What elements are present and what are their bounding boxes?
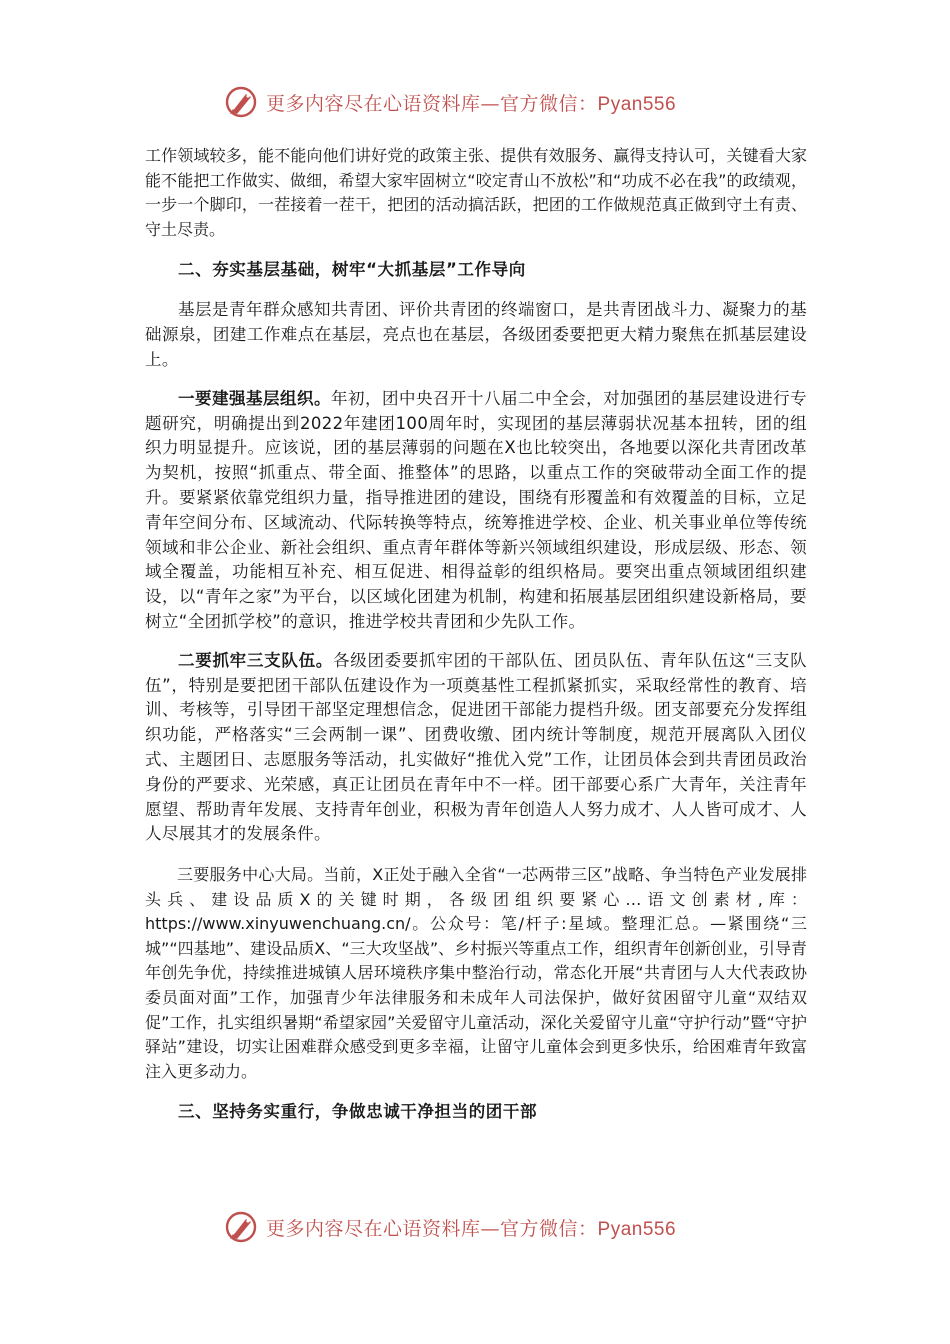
paragraph-serve-center: 三要服务中心大局。当前，X正处于融入全省“一芯两带三区”战略、争当特色产业发展排头兵、建设品质X的关键时期，各级团组织要紧心…语文创素材,库：https://www.xinyuwenchuang.cn/。公众号：笔/杆子:星域。整理汇总。—紧围绕“三城”“四基地”、建设品质X、“三大攻坚战”、乡村振兴等重点工作，组织青年创新创业，引导青年创先争优，持续推进城镇人居环境秩序集中整治行动，常态化开展“共青团与人大代表政协委员面对面”工作，加强青少年法律服务和未成年人司法保护，做好贫困留守儿童“双结双促”工作，扎实组织暑期“希望家园”关爱留守儿童活动，深化关爱留守儿童“守护行动”暨“守护驿站”建设，切实让困难群众感受到更多幸福，让留守儿童体会到更多快乐，给困难青年致富注入更多动力。 <box>145 865 807 1081</box>
pen-nib-logo-icon <box>224 85 258 119</box>
paragraph-lead: 一要建强基层组织。 <box>178 388 332 408</box>
paragraph-lead: 二要抓牢三支队伍。 <box>178 650 334 670</box>
paragraph-basic-level: 基层是青年群众感知共青团、评价共青团的终端窗口，是共青团战斗力、凝聚力的基础源泉，团建工作难点在基层，亮点也在基层，各级团委要把更大精力聚焦在抓基层建设上。 <box>145 300 807 369</box>
header-banner <box>224 82 676 122</box>
paragraph-build-organization: 一要建强基层组织。年初，团中央召开十八届二中全会，对加强团的基层建设进行专题研究，明确提出到2022年建团100周年时，实现团的基层薄弱状况基本扭转，团的组织力明显提升。应该说，团的基层薄弱的问题在X也比较突出，各地要以深化共青团改革为契机，按照“抓重点、带全面、推整体”的思路，以重点工作的突破带动全面工作的提升。要紧紧依靠党组织力量，指导推进团的建设，围绕有形覆盖和有效覆盖的目标，立足青年空间分布、区域流动、代际转换等特点，统筹推进学校、企业、机关事业单位等传统领域和非公企业、新社会组织、重点青年群体等新兴领域组织建设，形成层级、形态、领域全覆盖，功能相互补充、相互促进、相得益彰的组织格局。要突出重点领域团组织建设，以“青年之家”为平台，以区域化团建为机制，构建和拓展基层团组织建设新格局，要树立“全团抓学校”的意识，推进学校共青团和少先队工作。 <box>145 388 807 631</box>
footer-banner <box>224 1207 676 1247</box>
banner-text: 更多内容尽在心语资料库—官方微信：Pyan556 <box>266 1217 677 1240</box>
banner-text: 更多内容尽在心语资料库—官方微信：Pyan556 <box>266 92 677 115</box>
paragraph-three-teams: 二要抓牢三支队伍。各级团委要抓牢团的干部队伍、团员队伍、青年队伍这“三支队伍”，特别是要把团干部队伍建设作为一项奠基性工程抓紧抓实，采取经常性的教育、培训、考核等，引导团干部坚定理想信念，促进团干部能力提档升级。团支部要充分发挥组织功能，严格落实“三会两制一课”、团费收缴、团内统计等制度，规范开展离队入团仪式、主题团日、志愿服务等活动，扎实做好“推优入党”工作，让团员体会到共青团员政治身份的严要求、光荣感，真正让团员在青年中不一样。团干部要心系广大青年，关注青年愿望、帮助青年发展、支持青年创业，积极为青年创造人人努力成才、人人皆可成才、人人尽展其才的发展条件。 <box>145 650 807 844</box>
section-heading-3: 三、坚持务实重行，争做忠诚干净担当的团干部 <box>178 1102 538 1122</box>
pen-nib-logo-icon <box>224 1210 258 1244</box>
paragraph-continuation: 工作领域较多，能不能向他们讲好党的政策主张、提供有效服务、赢得支持认可，关键看大家能不能把工作做实、做细，希望大家牢固树立“咬定青山不放松”和“功成不必在我”的政绩观，一步一个脚印，一茬接着一茬干，把团的活动搞活跃，把团的工作做规范真正做到守土有责、守土尽责。 <box>145 146 807 239</box>
document-body <box>145 144 807 1124</box>
section-heading-2: 二、夯实基层基础，树牢“大抓基层”工作导向 <box>178 260 526 280</box>
